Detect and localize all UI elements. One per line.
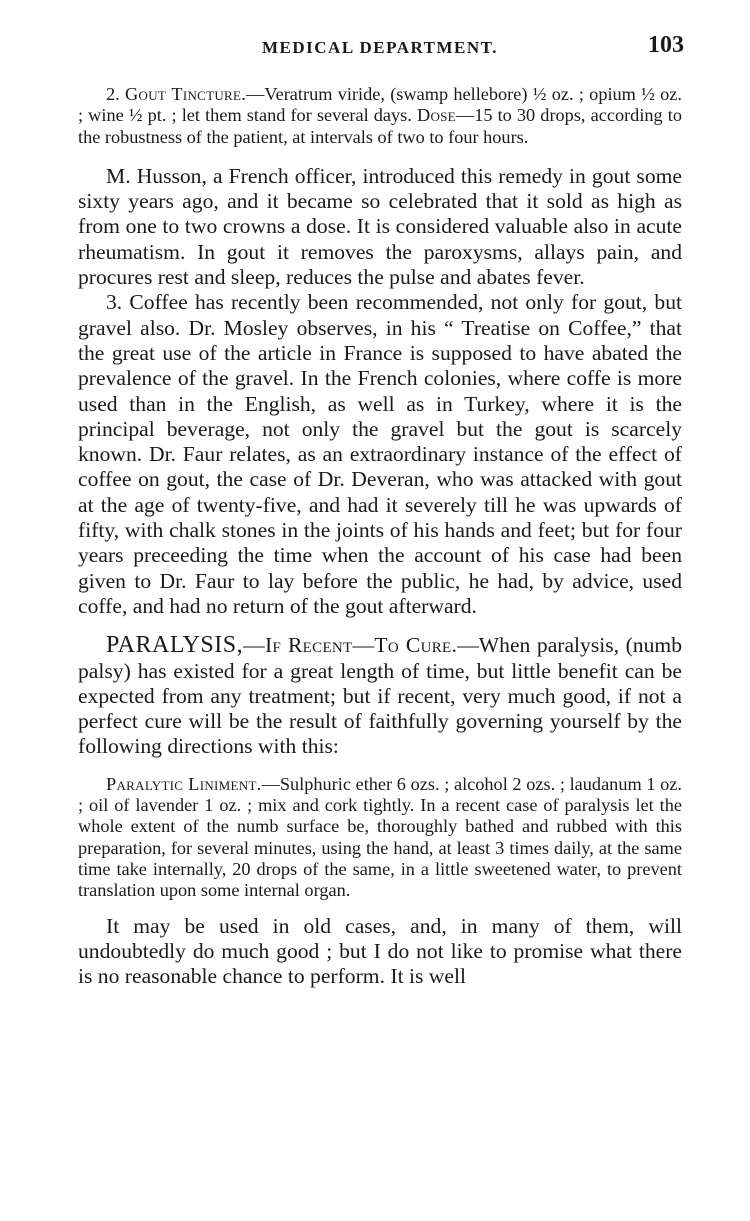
book-page: [78, 30, 682, 989]
running-title: MEDICAL DEPARTMENT.: [261, 38, 498, 57]
recipe-body: —Veratrum viride, (swamp hellebore) ½ oz. ; opium ½ oz. ; wine ½ pt. ; let them stand for several days.: [78, 84, 682, 126]
paralysis-subheading: —If Recent—To Cure.: [243, 633, 458, 658]
paralysis-body: —When paralysis, (numb palsy) has existed for a great length of time, but little benefit can be expected from any treatment; but if recent, very much good, if not a perfect cure will be the result of faithfully governing yourself by the following directions with this:: [78, 633, 682, 759]
dose-label: Dose: [416, 105, 456, 126]
paralysis-paragraph: [78, 633, 682, 759]
paralysis-heading: PARALYSIS,: [106, 632, 244, 659]
dose-body: —15 to 30 drops, according to the robustness of the patient, at intervals of two to four hours.: [78, 105, 683, 147]
running-head: [78, 30, 682, 64]
liniment-body: —Sulphuric ether 6 ozs. ; alcohol 2 ozs. ; laudanum 1 oz. ; oil of lavender 1 oz. ; mix and cork tightly. In a recent case of paralysis let the whole extent of the numb surface be, thoroughly bathed and rubbed with this preparation, for several minutes, using the hand, at least 3 times daily, at the same time take internally, 20 drops of the same, in a little sweetened water, to prevent translation upon some internal organ.: [78, 773, 682, 901]
coffee-paragraph: 3. Coffee has recently been recommended, not only for gout, but gravel also. Dr. Mosley observes, in his “ Treatise on Coffee,” that the great use of the article in France is supposed to have abated the prevalence of the gravel. In the French colonies, where coffe is more used than in the English, as well as in Turkey, where it is the principal beverage, not only the gravel but the gout is scarcely known. Dr. Faur relates, as an extraordinary instance of the effect of coffee on gout, the case of Dr. Deveran, who was attacked with gout at the age of twenty-five, and had it severely till he was upwards of fifty, with chalk stones in the joints of his hands and feet; but for four years preceeding the time when the account of his case had been given to Dr. Faur to lay before the public, he had, by advice, used coffe, and had no return of the gout afterward.: [78, 290, 682, 618]
recipe-number: 2.: [106, 84, 120, 104]
old-cases-paragraph: It may be used in old cases, and, in many of them, will undoubtedly do much good ; but I do not like to promise what there is no reasonable chance to perform. It is well: [78, 913, 682, 989]
paralytic-liniment-paragraph: [78, 774, 682, 902]
page-number: 103: [648, 32, 684, 58]
husson-paragraph: M. Husson, a French officer, introduced this remedy in gout some sixty years ago, and it became so celebrated that it sold as high as from one to two crowns a dose. It is considered valuable also in acute rheumatism. In gout it removes the paroxysms, allays pain, and procures rest and sleep, reduces the pulse and abates fever.: [78, 163, 682, 290]
recipe-heading: Gout Tincture.: [125, 84, 247, 104]
gout-tincture-paragraph: [78, 84, 682, 148]
liniment-heading: Paralytic Liniment.: [106, 773, 262, 794]
